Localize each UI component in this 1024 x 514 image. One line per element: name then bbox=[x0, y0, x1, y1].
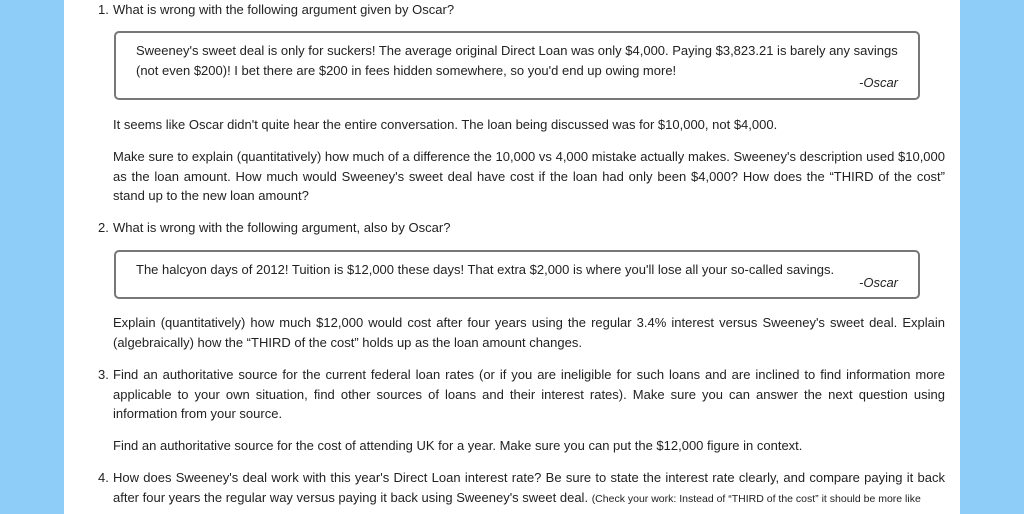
check-work-note: (Check your work: Instead of “THIRD of the cost” it should be more like bbox=[591, 492, 921, 505]
paragraph: Make sure to explain (quantitatively) how much of a difference the 10,000 vs 4,000 mistake actually makes. Sweeney's description used $10,000 as the loan amount. How much would Sweeney's sweet deal have cost if the loan had only been $4,000? How does the “THIRD of the cost” stand up to the new loan amount? bbox=[113, 149, 945, 203]
document-page bbox=[64, 0, 960, 514]
paragraph: It seems like Oscar didn't quite hear the entire conversation. The loan being discussed was for $10,000, not $4,000. bbox=[113, 117, 778, 132]
question-number: 2. bbox=[98, 220, 109, 235]
question-text: What is wrong with the following argument given by Oscar? bbox=[113, 2, 455, 17]
paragraph: Explain (quantitatively) how much $12,000 would cost after four years using the regular 3.4% interest versus Sweeney's sweet deal. Explain (algebraically) how the “THIRD of the cost” holds up as the loan amount changes. bbox=[113, 315, 945, 350]
question-number: 3. bbox=[98, 367, 109, 382]
quote-signature: -Oscar bbox=[859, 275, 898, 290]
question-text bbox=[113, 468, 945, 509]
quote-box bbox=[114, 250, 920, 299]
question-text-main: How does Sweeney's deal work with this year's Direct Loan interest rate? Be sure to state the interest rate clearly, and compare paying it back after four years the regular way versus paying it back using Sweeney's sweet deal. bbox=[113, 470, 945, 505]
quote-text: Sweeney's sweet deal is only for suckers! The average original Direct Loan was only $4,000. Paying $3,823.21 is barely any savings (not even $200)! I bet there are $200 in fees hidden somewhere, so you'd end up owing more! bbox=[136, 43, 898, 78]
question-number: 4. bbox=[98, 470, 109, 485]
question-text: Find an authoritative source for the current federal loan rates (or if you are ineligible for such loans and are inclined to find information more applicable to your own situation, find other sources of loans and their interest rates). Make sure you can answer the next question using information from your source. bbox=[113, 367, 945, 421]
question-text: What is wrong with the following argument, also by Oscar? bbox=[113, 220, 451, 235]
quote-text: The halcyon days of 2012! Tuition is $12,000 these days! That extra $2,000 is where you'll lose all your so-called savings. bbox=[136, 262, 835, 277]
question-number: 1. bbox=[98, 2, 109, 17]
quote-signature: -Oscar bbox=[859, 75, 898, 90]
paragraph: Find an authoritative source for the cost of attending UK for a year. Make sure you can put the $12,000 figure in context. bbox=[113, 438, 803, 453]
quote-box bbox=[114, 31, 920, 100]
